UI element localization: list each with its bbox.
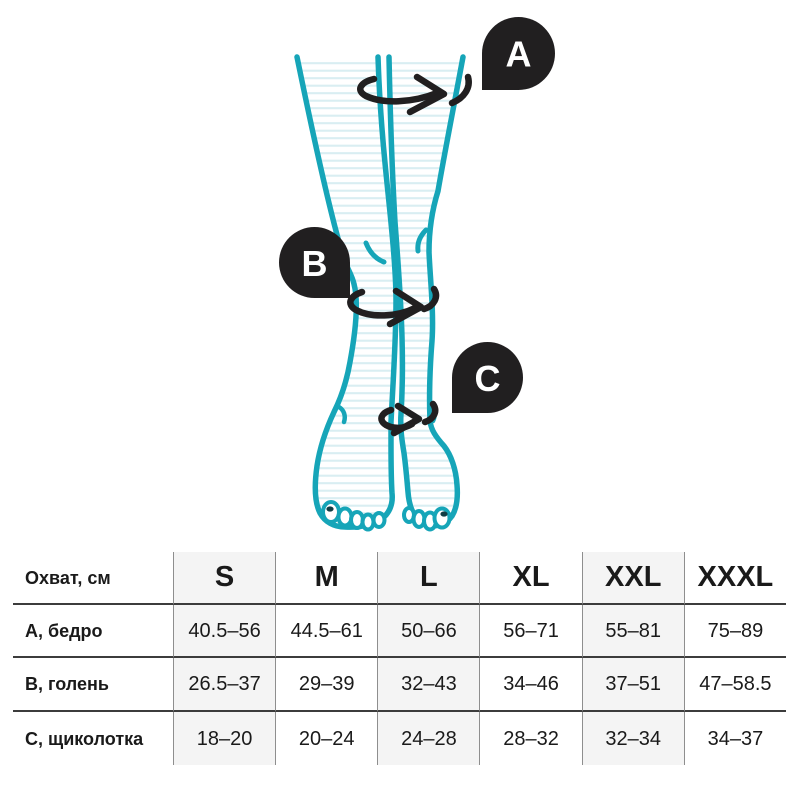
size-header-l: L <box>377 552 479 605</box>
badge-b <box>279 227 350 298</box>
badge-a-label: A <box>505 33 532 75</box>
size-header-s: S <box>173 552 275 605</box>
measurement-cell: 34–37 <box>684 712 786 765</box>
measurement-cell: 37–51 <box>582 658 684 712</box>
size-header-xxl: XXL <box>582 552 684 605</box>
table-corner-label: Охват, см <box>13 552 173 605</box>
badge-a <box>482 17 555 90</box>
measurement-cell: 20–24 <box>275 712 377 765</box>
size-header-m: M <box>275 552 377 605</box>
measurement-cell: 47–58.5 <box>684 658 786 712</box>
measurement-cell: 24–28 <box>377 712 479 765</box>
measurement-cell: 44.5–61 <box>275 605 377 658</box>
badge-c <box>452 342 523 413</box>
measurement-cell: 28–32 <box>479 712 581 765</box>
measurement-cell: 50–66 <box>377 605 479 658</box>
badge-b-label: B <box>301 243 328 284</box>
size-header-xl: XL <box>479 552 581 605</box>
measurement-cell: 32–34 <box>582 712 684 765</box>
measurement-cell: 56–71 <box>479 605 581 658</box>
measurement-cell: 26.5–37 <box>173 658 275 712</box>
size-table <box>13 552 786 765</box>
row-label-thigh: A, бедро <box>13 605 173 658</box>
measurement-cell: 29–39 <box>275 658 377 712</box>
measurement-cell: 75–89 <box>684 605 786 658</box>
measurement-cell: 34–46 <box>479 658 581 712</box>
measurement-cell: 40.5–56 <box>173 605 275 658</box>
measurement-cell: 55–81 <box>582 605 684 658</box>
measurement-cell: 32–43 <box>377 658 479 712</box>
measurement-cell: 18–20 <box>173 712 275 765</box>
size-header-xxxl: XXXL <box>684 552 786 605</box>
badge-c-label: C <box>474 358 501 399</box>
row-label-ankle: C, щиколотка <box>25 728 144 749</box>
row-label-calf: B, голень <box>13 658 173 712</box>
